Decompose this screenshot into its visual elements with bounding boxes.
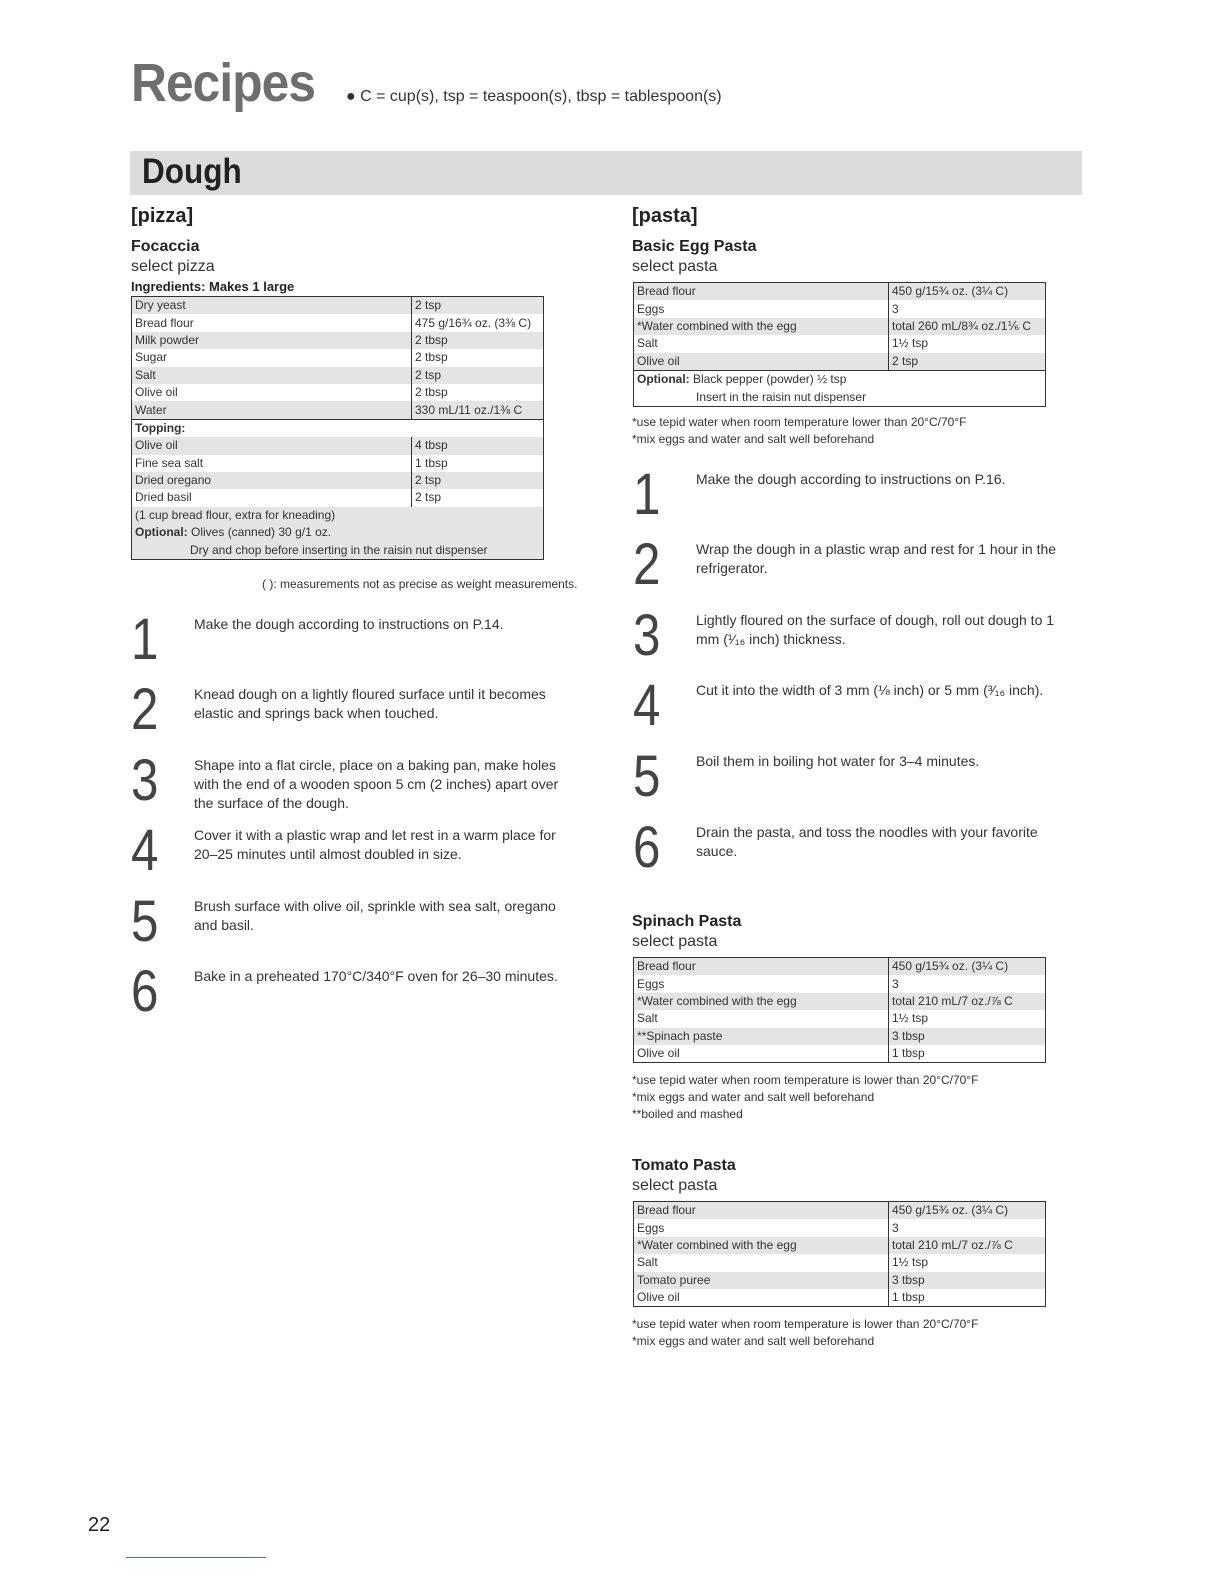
step-text: Brush surface with olive oil, sprinkle with sea salt, oregano and basil. [194,898,556,933]
optional-line-1: Olives (canned) 30 g/1 oz. [191,525,332,540]
table-row: Salt 1½ tsp [634,335,1046,352]
step-number: 3 [131,748,159,813]
table-row: Eggs 3 [634,300,1046,317]
recipe-name-tomato-pasta: Tomato Pasta [632,1157,736,1174]
optional-row-2: Dry and chop before inserting in the raisin nut dispenser [132,541,544,559]
recipe-name-basic-egg-pasta: Basic Egg Pasta [632,238,757,255]
footer-rule [126,1557,266,1558]
step-text: Boil them in boiling hot water for 3–4 minutes. [696,753,980,769]
table-row: Eggs 3 [634,975,1046,992]
optional-line-1: Black pepper (powder) ½ tsp [693,372,847,387]
table-row: Bread flour 475 g/16¾ oz. (3⅜ C) [132,314,544,331]
spinach-pasta-ingredient-table [633,957,1046,1063]
step-text: Cover it with a plastic wrap and let rest in a warm place for 20–25 minutes until almost doubled in size. [194,827,556,862]
topping-header-row: Topping: [132,419,544,437]
table-row: Sugar 2 tbsp [132,349,544,366]
recipe-mode: select pasta [632,258,718,275]
table-row: Bread flour 450 g/15¾ oz. (3¼ C) [634,283,1046,301]
section-title: Dough [142,152,242,191]
recipe-mode: select pasta [632,933,718,950]
table-row: Salt 2 tsp [132,367,544,384]
table-row: Eggs 3 [634,1219,1046,1236]
step-text: Lightly floured on the surface of dough, roll out dough to 1 mm (¹⁄₁₆ inch) thickness. [696,612,1055,647]
footnote: **boiled and mashed [632,1107,743,1121]
footnote: *use tepid water when room temperature is lower than 20°C/70°F [632,1073,979,1087]
footnote: *mix eggs and water and salt well beforehand [632,1334,875,1348]
table-row: Olive oil 4 tbsp [132,437,544,454]
step-text: Cut it into the width of 3 mm (⅛ inch) or 5 mm (³⁄₁₆ inch). [696,682,1044,698]
recipe-name-focaccia: Focaccia [131,238,200,255]
step-number: 4 [131,818,159,883]
step-text: Drain the pasta, and toss the noodles with your favorite sauce. [696,824,1038,859]
table-row: Bread flour 450 g/15¾ oz. (3¼ C) [634,958,1046,976]
step-number: 4 [633,673,661,738]
footnote: *use tepid water when room temperature is lower than 20°C/70°F [632,1317,979,1331]
step-number: 6 [131,959,159,1024]
step-number: 6 [633,815,661,880]
table-row: Salt 1½ tsp [634,1254,1046,1271]
step-text: Make the dough according to instructions on P.14. [194,616,504,632]
optional-label: Optional: [135,525,188,540]
step-text: Make the dough according to instructions on P.16. [696,471,1006,487]
optional-label: Optional: [637,372,690,387]
table-row: Fine sea salt 1 tbsp [132,455,544,472]
step-number: 1 [131,607,159,672]
step-number: 2 [131,677,159,742]
step-text: Bake in a preheated 170°C/340°F oven for 26–30 minutes. [194,968,558,984]
category-pizza: [pizza] [131,205,194,227]
table-row: Dried oregano 2 tsp [132,472,544,489]
measurement-note: ( ): measurements not as precise as weight measurements. [262,577,578,591]
step-number: 1 [633,462,661,527]
recipe-mode: select pizza [131,258,215,275]
table-row: Bread flour 450 g/15¾ oz. (3¼ C) [634,1202,1046,1220]
table-row: Dried basil 2 tsp [132,489,544,506]
recipe-name-spinach-pasta: Spinach Pasta [632,913,742,930]
table-row: Tomato puree 3 tbsp [634,1272,1046,1289]
step-text: Knead dough on a lightly floured surface until it becomes elastic and springs back when touched. [194,686,546,721]
table-row: Dry yeast 2 tsp [132,297,544,315]
focaccia-ingredient-table [131,296,544,560]
step-text: Wrap the dough in a plastic wrap and rest for 1 hour in the refrigerator. [696,541,1057,576]
optional-row-2: Insert in the raisin nut dispenser [696,389,867,404]
table-row: Salt 1½ tsp [634,1010,1046,1027]
step-number: 2 [633,532,661,597]
page-title: Recipes [131,53,316,113]
table-row: Olive oil 1 tbsp [634,1289,1046,1307]
table-row: **Spinach paste 3 tbsp [634,1028,1046,1045]
section-bar [130,151,1082,195]
category-pasta: [pasta] [632,205,698,227]
footnote: *mix eggs and water and salt well beforehand [632,1090,875,1104]
extra-flour-row: (1 cup bread flour, extra for kneading) [132,507,544,524]
footnote: *use tepid water when room temperature lower than 20°C/70°F [632,415,967,429]
step-number: 5 [633,744,661,809]
table-row: Olive oil 1 tbsp [634,1045,1046,1063]
table-row: Olive oil 2 tsp [634,353,1046,371]
footnote: *mix eggs and water and salt well beforehand [632,432,875,446]
tomato-pasta-ingredient-table [633,1201,1046,1307]
recipe-mode: select pasta [632,1177,718,1194]
step-text: Shape into a flat circle, place on a baking pan, make holes with the end of a wooden spoon 5 cm (2 inches) apart over the surface of the dough. [194,757,559,811]
table-row: Water 330 mL/11 oz./1⅜ C [132,401,544,419]
abbreviation-legend: ● C = cup(s), tsp = teaspoon(s), tbsp = tablespoon(s) [346,88,722,105]
table-row: Milk powder 2 tbsp [132,332,544,349]
table-row: Olive oil 2 tbsp [132,384,544,401]
makes-label: Ingredients: Makes 1 large [131,279,295,294]
table-row: *Water combined with the egg total 210 mL/7 oz./⅞ C [634,993,1046,1010]
table-row: *Water combined with the egg total 210 mL/7 oz./⅞ C [634,1237,1046,1254]
table-row: *Water combined with the egg total 260 mL/8¾ oz./1⅙ C [634,318,1046,335]
optional-row [132,524,544,541]
basic-pasta-ingredient-table [633,282,1046,407]
page-number: 22 [88,1514,111,1536]
optional-row [634,370,1046,388]
step-number: 3 [633,603,661,668]
step-number: 5 [131,889,159,954]
